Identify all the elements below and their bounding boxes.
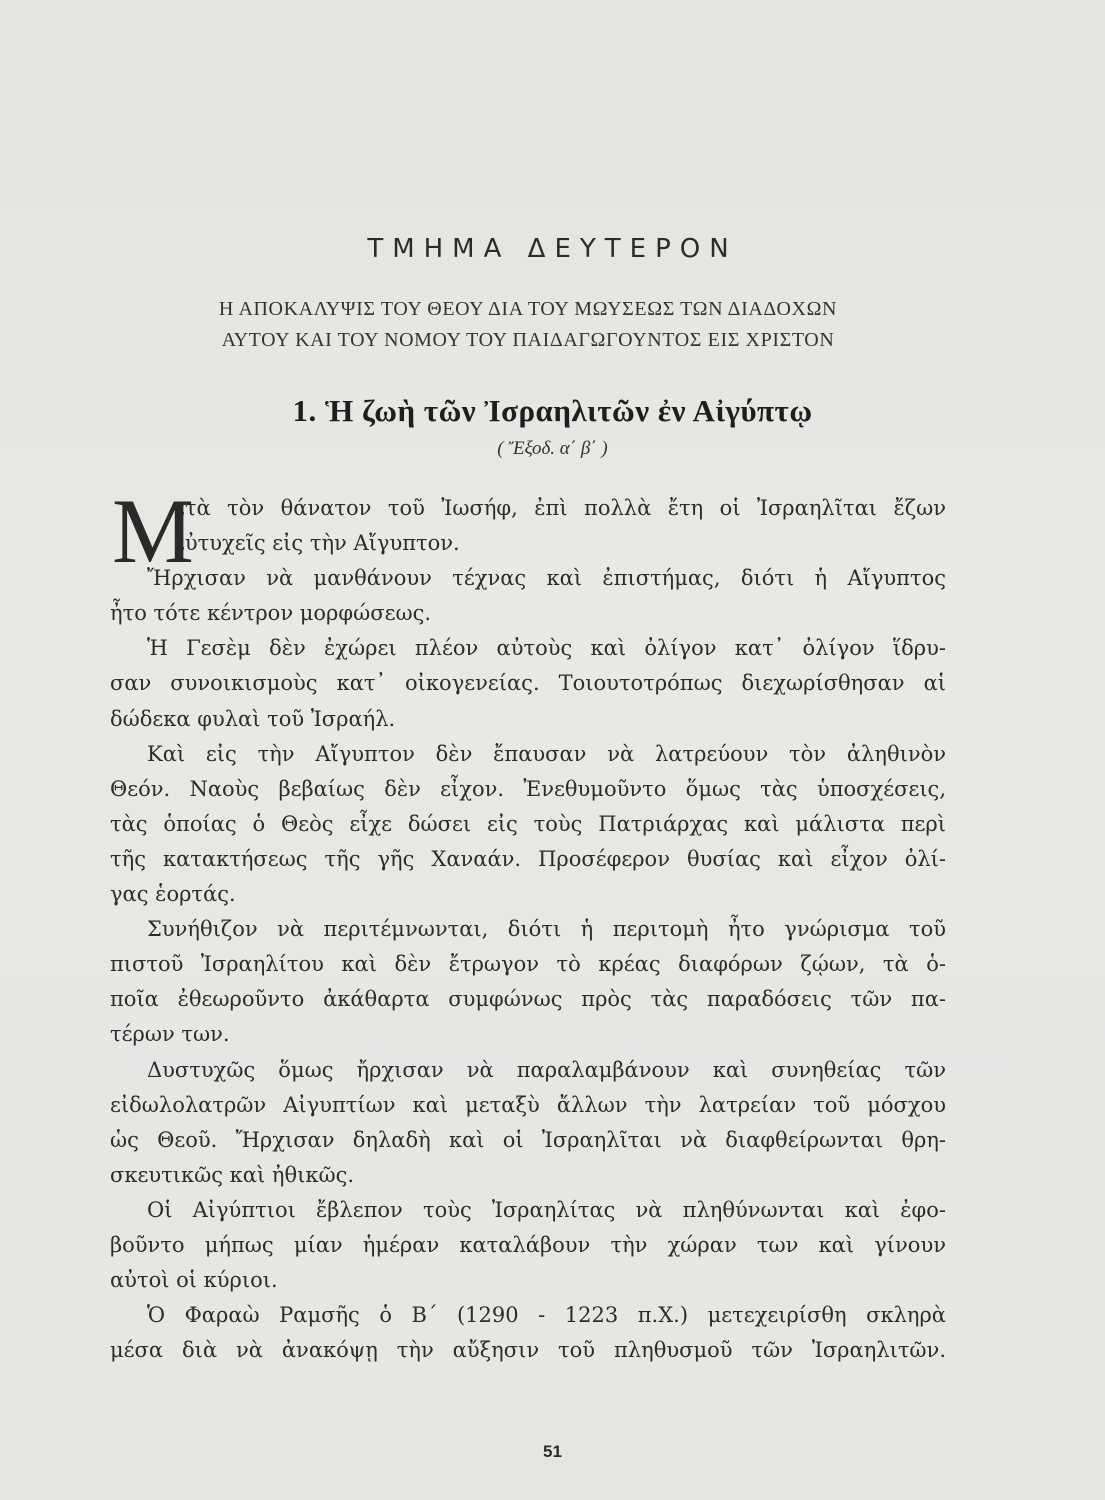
text-line: γας ἑορτάς. xyxy=(110,882,236,907)
text-line: βοῦντο μήπως μίαν ἡμέραν καταλάβουν τὴν χώραν των καὶ γίνουν xyxy=(110,1232,946,1257)
text-line: τὰς ὁποίας ὁ Θεὸς εἶχε δώσει εἰς τοὺς Πατριάρχας καὶ μάλιστα περὶ xyxy=(110,811,946,836)
text-line: πιστοῦ Ἰσραηλίτου καὶ δὲν ἔτρωγον τὸ κρέας διαφόρων ζῴων, τὰ ὁ- xyxy=(110,952,946,977)
text-line: Θεόν. Ναοὺς βεβαίως δὲν εἶχον. Ἐνεθυμοῦντο ὅμως τὰς ὑποσχέσεις, xyxy=(110,776,946,801)
section-title: ΤΜΗΜΑ ΔΕΥΤΕΡΟΝ xyxy=(367,234,738,264)
subtitle-line: Η ΑΠΟΚΑΛΥΨΙΣ ΤΟΥ ΘΕΟΥ ΔΙΑ ΤΟΥ ΜΩΥΣΕΩΣ ΤΩΝ ΔΙΑΔΟΧΩΝ xyxy=(218,298,838,320)
text-line: δώδεκα φυλαὶ τοῦ Ἰσραήλ. xyxy=(110,706,396,731)
chapter-title: 1. Ἡ ζωὴ τῶν Ἰσραηλιτῶν ἐν Αἰγύπτῳ xyxy=(292,393,813,428)
text-line: αὐτοὶ οἱ κύριοι. xyxy=(110,1268,278,1293)
text-line: ἦτο τότε κέντρον μορφώσεως. xyxy=(110,601,432,626)
page-number: 51 xyxy=(543,1442,562,1461)
text-line: τῆς κατακτήσεως τῆς γῆς Χαναάν. Προσέφερον θυσίας καὶ εἶχον ὀλί- xyxy=(110,846,946,871)
chapter-reference: ( Ἔξοδ. α΄ β΄ ) xyxy=(497,438,608,459)
text-line: εἰδωλολατρῶν Αἰγυπτίων καὶ μεταξὺ ἄλλων τὴν λατρείαν τοῦ μόσχου xyxy=(110,1092,946,1117)
text-line: Οἱ Αἰγύπτιοι ἔβλεπον τοὺς Ἰσραηλίτας νὰ πληθύνωνται καὶ ἐφο- xyxy=(147,1197,946,1222)
body-text xyxy=(110,480,946,1368)
text-line: μέσα διὰ νὰ ἀνακόψῃ τὴν αὔξησιν τοῦ πληθυσμοῦ τῶν Ἰσραηλιτῶν. xyxy=(110,1338,946,1363)
section-subtitle xyxy=(108,294,948,356)
text-line: Καὶ εἰς τὴν Αἴγυπτον δὲν ἔπαυσαν νὰ λατρεύουν τὸν ἀληθινὸν xyxy=(147,741,946,766)
text-line: Δυστυχῶς ὅμως ἤρχισαν νὰ παραλαμβάνουν καὶ συνηθείας τῶν xyxy=(147,1057,946,1082)
text-line: ὡς Θεοῦ. Ἤρχισαν δηλαδὴ καὶ οἱ Ἰσραηλῖται νὰ διαφθείρωνται θρη- xyxy=(110,1127,946,1152)
text-line: Ἡ Γεσὲμ δὲν ἐχώρει πλέον αὐτοὺς καὶ ὀλίγον κατ᾽ ὀλίγον ἵδρυ- xyxy=(147,636,946,661)
text-line: Συνήθιζον νὰ περιτέμνωνται, διότι ἡ περιτομὴ ἦτο γνώρισμα τοῦ xyxy=(147,917,946,942)
text-line: σαν συνοικισμοὺς κατ᾽ οἰκογενείας. Τοιουτοτρόπως διεχωρίσθησαν αἱ xyxy=(110,671,946,696)
text-line: Ὁ Φαραὼ Ραμσῆς ὁ Β΄ (1290 - 1223 π.Χ.) μετεχειρίσθη σκληρὰ xyxy=(147,1303,946,1328)
drop-cap: Μ xyxy=(112,480,194,582)
text-line: σκευτικῶς καὶ ἠθικῶς. xyxy=(110,1162,355,1187)
subtitle-line: ΑΥΤΟΥ ΚΑΙ ΤΟΥ ΝΟΜΟΥ ΤΟΥ ΠΑΙΔΑΓΩΓΟΥΝΤΟΣ ΕΙΣ ΧΡΙΣΤΟΝ xyxy=(221,329,835,351)
text-line: ποῖα ἐθεωροῦντο ἀκάθαρτα συμφώνως πρὸς τὰς παραδόσεις τῶν πα- xyxy=(110,987,946,1012)
text-line: τέρων των. xyxy=(110,1022,230,1047)
text-line: ετὰ τὸν θάνατον τοῦ Ἰωσήφ, ἐπὶ πολλὰ ἔτη οἱ Ἰσραηλῖται ἔζων xyxy=(174,496,946,520)
text-line: εὐτυχεῖς εἰς τὴν Αἴγυπτον. xyxy=(174,531,460,556)
text-line: Ἤρχισαν νὰ μανθάνουν τέχνας καὶ ἐπιστήμας, διότι ἡ Αἴγυπτος xyxy=(147,566,946,591)
